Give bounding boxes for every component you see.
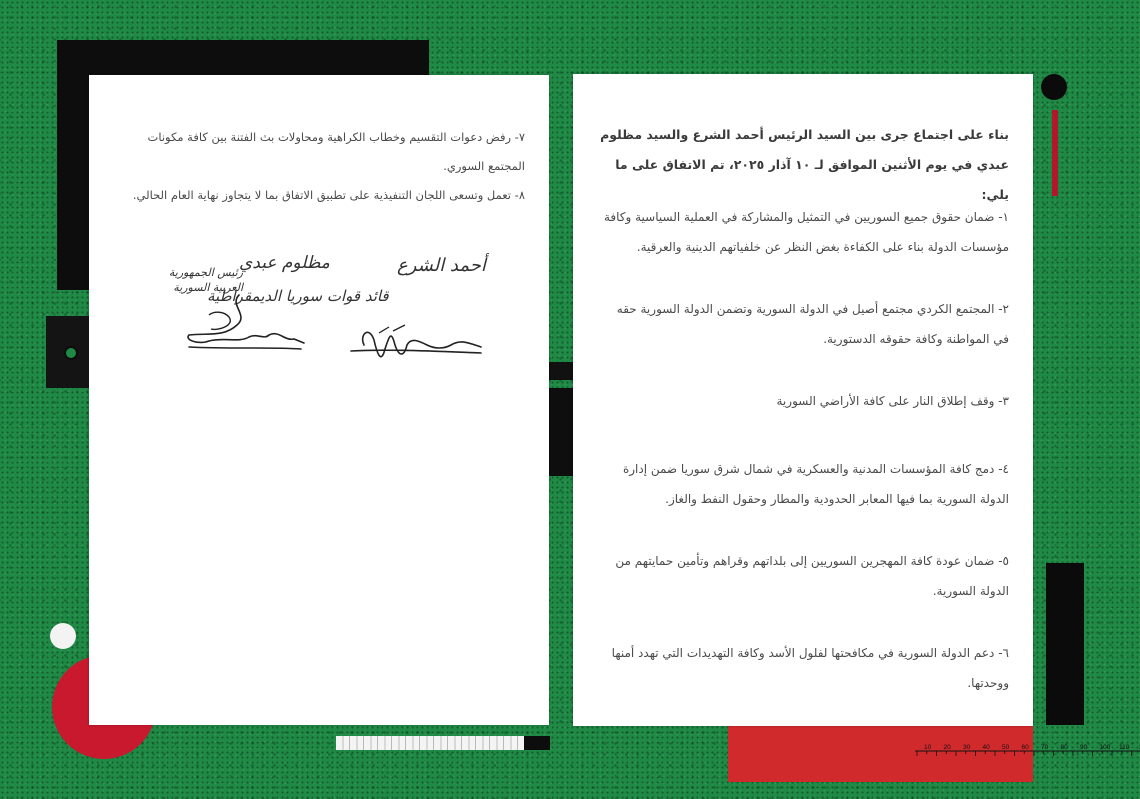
document-page-2 xyxy=(89,75,549,725)
ruler-svg xyxy=(915,742,1140,762)
torn-paper-strip xyxy=(336,736,550,750)
ruler-label: 30 xyxy=(963,744,971,751)
black-dot-decoration xyxy=(1041,74,1067,100)
white-dot-decoration xyxy=(50,623,76,649)
agreement-item-1: ١- ضمان حقوق جميع السوريين في التمثيل والمشاركة في العملية السياسية وكافة مؤسسات الدولة بناء على الكفاءة بغض النظر عن خلفياتهم الدينية والعرقية. xyxy=(603,210,1009,254)
black-strip-decoration xyxy=(548,362,576,380)
ruler-label: 20 xyxy=(943,744,951,751)
page-2-text xyxy=(113,123,525,210)
agreement-item-4: ٤- دمج كافة المؤسسات المدنية والعسكرية في شمال شرق سوريا ضمن إدارة الدولة السورية بما فيها المعابر الحدودية والمطار وحقول النفط والغاز. xyxy=(622,462,1009,506)
ruler-label: 70 xyxy=(1041,744,1049,751)
ruler-label: 40 xyxy=(982,744,990,751)
document-page-1 xyxy=(573,74,1033,726)
agreement-intro: بناء على اجتماع جرى بين السيد الرئيس أحمد الشرع والسيد مظلوم عبدي في يوم الأثنين الموافق لـ ١٠ آذار ٢٠٢٥، تم الاتفاق على ما يلي: xyxy=(600,127,1009,202)
agreement-item-2: ٢- المجتمع الكردي مجتمع أصيل في الدولة السورية وتضمن الدولة السورية حقه في المواطنة وكافة حقوقه الدستورية. xyxy=(616,302,1009,346)
ruler-label: 110 xyxy=(1119,744,1130,751)
agreement-item-3: ٣- وقف إطلاق النار على كافة الأراضي السورية xyxy=(776,394,1009,408)
ruler-label: 100 xyxy=(1099,744,1111,751)
ruler-label: 60 xyxy=(1021,744,1029,751)
handwritten-signatures xyxy=(89,245,549,395)
black-strip-decoration xyxy=(524,736,550,750)
ruler-label: 50 xyxy=(1002,744,1010,751)
signature-scrawl-2 xyxy=(351,332,481,356)
black-block-decoration xyxy=(548,388,574,476)
signature-scrawl-1 xyxy=(188,295,304,349)
agreement-item-6: ٦- دعم الدولة السورية في مكافحتها لفلول الأسد وكافة التهديدات التي تهدد أمنها ووحدتها. xyxy=(611,646,1009,690)
agreement-item-8: ٨- تعمل وتسعى اللجان التنفيذية على تطبيق الاتفاق بما لا يتجاوز نهاية العام الحالي. xyxy=(132,188,525,202)
signature-title-2: قائد قوات سوريا الديمقراطية xyxy=(207,287,389,305)
signature-name-1: أحمد الشرع xyxy=(397,255,486,276)
red-line-decoration xyxy=(1052,110,1058,196)
green-dot-decoration xyxy=(64,346,78,360)
agreement-items xyxy=(599,202,1009,730)
signature-name-2: مظلوم عبدي xyxy=(239,253,330,273)
ruler-scale xyxy=(915,742,1140,762)
ruler-label: 10 xyxy=(924,744,932,751)
agreement-item-5: ٥- ضمان عودة كافة المهجرين السوريين إلى بلداتهم وقراهم وتأمين حمايتهم من الدولة السورية. xyxy=(615,554,1009,598)
signature-title-1: رئيس الجمهورية العربية السورية xyxy=(168,266,243,294)
agreement-item-7: ٧- رفض دعوات التقسيم وخطاب الكراهية ومحاولات بث الفتنة بين كافة مكونات المجتمع السوري. xyxy=(143,130,525,173)
signatures-area xyxy=(89,245,549,395)
ruler-label: 90 xyxy=(1080,744,1088,751)
ruler-label: 80 xyxy=(1060,744,1068,751)
black-block-decoration xyxy=(1046,563,1084,725)
